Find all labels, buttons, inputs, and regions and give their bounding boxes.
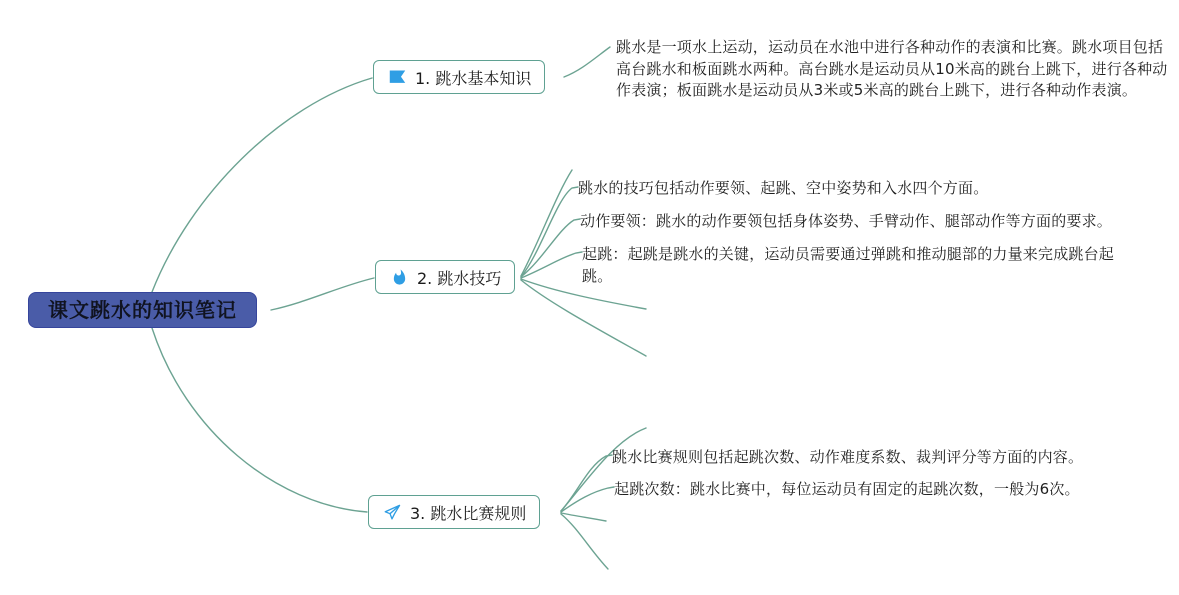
connector-branch3-empty1: [561, 513, 606, 521]
connector-branch2-note2: [521, 219, 580, 277]
branch-topic-skills[interactable]: [375, 260, 515, 294]
flame-icon: [389, 267, 409, 287]
connector-root-branch2: [271, 278, 374, 310]
note-takeoff[interactable]: 起跳：起跳是跳水的关键，运动员需要通过弹跳和推动腿部的力量来完成跳台起跳。: [582, 245, 1115, 285]
note-dive-count[interactable]: 起跳次数：跳水比赛中，每位运动员有固定的起跳次数，一般为6次。: [614, 480, 1080, 498]
flag-icon: [387, 67, 407, 87]
connector-branch3-note1: [561, 455, 612, 511]
branch-topic-competition-rules[interactable]: [368, 495, 540, 529]
note-diving-basics[interactable]: 跳水是一项水上运动，运动员在水池中进行各种动作的表演和比赛。跳水项目包括高台跳水和板面跳水两种。高台跳水是运动员从10米高的跳台上跳下，进行各种动作表演；板面跳水是运动员从3米或5米高的跳台上跳下，进行各种动作表演。: [616, 38, 1168, 99]
connector-branch1-note1: [564, 47, 610, 77]
connector-root-branch3: [152, 328, 367, 512]
branch-topic-label: 3. 跳水比赛规则: [410, 503, 527, 523]
connector-branch2-note3: [521, 252, 582, 278]
root-topic[interactable]: [28, 292, 257, 328]
note-action-essentials[interactable]: 动作要领：跳水的动作要领包括身体姿势、手臂动作、腿部动作等方面的要求。: [580, 212, 1113, 230]
connector-branch2-note1: [521, 187, 578, 277]
branch-topic-basic-knowledge[interactable]: [373, 60, 545, 94]
note-rules-overview[interactable]: 跳水比赛规则包括起跳次数、动作难度系数、裁判评分等方面的内容。: [612, 448, 1084, 466]
note-skill-overview[interactable]: 跳水的技巧包括动作要领、起跳、空中姿势和入水四个方面。: [578, 179, 989, 197]
connector-root-branch1: [152, 78, 372, 292]
connector-branch2-empty-top: [521, 170, 572, 276]
root-topic-label: 课文跳水的知识笔记: [48, 298, 237, 322]
connector-branch3-empty2: [561, 514, 608, 569]
branch-topic-label: 1. 跳水基本知识: [415, 68, 532, 88]
paper-plane-icon: [382, 502, 402, 522]
branch-topic-label: 2. 跳水技巧: [417, 268, 502, 288]
connector-branch2-empty2: [521, 280, 646, 356]
connector-branch3-note2: [561, 487, 614, 512]
